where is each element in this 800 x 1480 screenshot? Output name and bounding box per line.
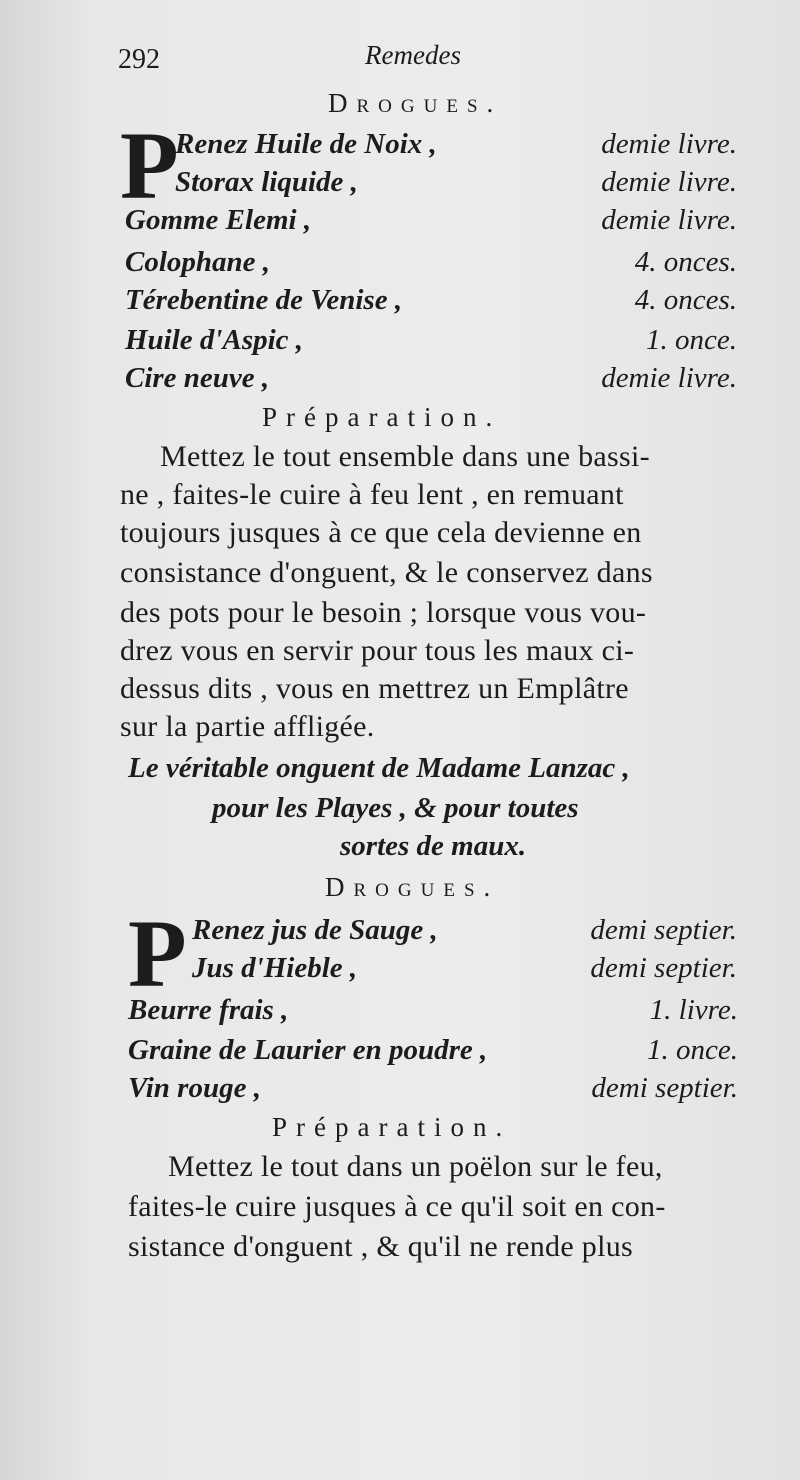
ingredient-quantity: 1. livre. (649, 994, 738, 1026)
preparation-line: sur la partie affligée. (120, 710, 375, 743)
ingredient-name: Renez jus de Sauge , (192, 914, 438, 946)
ingredient-name: Storax liquide , (175, 166, 358, 198)
ingredient-row (125, 204, 737, 237)
ingredient-quantity: demi septier. (590, 914, 737, 946)
preparation-line: consistance d'onguent, & le conservez dans (120, 556, 653, 589)
page-number: 292 (118, 44, 160, 75)
preparation-line: toujours jusques à ce que cela devienne en (120, 516, 642, 549)
preparation-line: Mettez le tout dans un poëlon sur le feu, (168, 1150, 663, 1183)
ingredient-quantity: demie livre. (601, 204, 737, 236)
recipe-title-line: pour les Playes , & pour toutes (212, 792, 579, 824)
ingredient-quantity: 4. onces. (634, 284, 737, 316)
running-title: Remedes (365, 40, 461, 70)
ingredient-row (125, 324, 737, 357)
ingredient-row (192, 914, 737, 947)
preparation-line: drez vous en servir pour tous les maux ci- (120, 634, 635, 667)
ingredient-quantity: demie livre. (601, 362, 737, 394)
drogues-heading-1: Drogues. (328, 88, 503, 118)
ingredient-row (128, 1072, 738, 1105)
ingredient-row (175, 128, 737, 161)
ingredient-row (128, 994, 738, 1027)
ingredient-name: Colophane , (125, 246, 271, 278)
ingredient-name: Graine de Laurier en poudre , (128, 1034, 488, 1066)
ingredient-row (125, 246, 737, 279)
ingredient-name: Beurre frais , (128, 994, 289, 1026)
ingredient-name: Renez Huile de Noix , (175, 128, 437, 160)
ingredient-row (192, 952, 737, 985)
ingredient-quantity: 1. once. (646, 324, 737, 356)
preparation-line: des pots pour le besoin ; lorsque vous vou- (120, 596, 647, 629)
ingredient-name: Huile d'Aspic , (125, 324, 304, 356)
ingredient-name: Jus d'Hieble , (192, 952, 358, 984)
preparation-heading-1: Préparation. (262, 402, 502, 432)
recipe-title-line: Le véritable onguent de Madame Lanzac , (128, 752, 630, 784)
ingredient-quantity: 4. onces. (634, 246, 737, 278)
ingredient-row (175, 166, 737, 199)
ingredient-row (128, 1034, 738, 1067)
preparation-line: dessus dits , vous en mettrez un Emplâtre (120, 672, 629, 705)
preparation-line: sistance d'onguent , & qu'il ne rende plus (128, 1230, 633, 1263)
ingredient-quantity: demi septier. (591, 1072, 738, 1104)
preparation-heading-2: Préparation. (272, 1112, 512, 1142)
preparation-line: faites-le cuire jusques à ce qu'il soit en con- (128, 1190, 666, 1223)
ingredient-quantity: demie livre. (601, 166, 737, 198)
preparation-line: ne , faites-le cuire à feu lent , en remuant (120, 478, 624, 511)
preparation-line: Mettez le tout ensemble dans une bassi- (160, 440, 650, 473)
ingredient-name: Cire neuve , (125, 362, 270, 394)
ingredient-name: Térebentine de Venise , (125, 284, 403, 316)
ingredient-quantity: demie livre. (601, 128, 737, 160)
drogues-heading-2: Drogues. (325, 872, 500, 902)
ingredient-name: Gomme Elemi , (125, 204, 312, 236)
ingredient-quantity: 1. once. (647, 1034, 738, 1066)
ingredient-row (125, 362, 737, 395)
drop-cap-1: P (120, 112, 179, 219)
ingredient-name: Vin rouge , (128, 1072, 261, 1104)
recipe-title-line: sortes de maux. (340, 830, 527, 862)
drop-cap-2: P (128, 900, 187, 1007)
ingredient-quantity: demi septier. (590, 952, 737, 984)
ingredient-row (125, 284, 737, 317)
